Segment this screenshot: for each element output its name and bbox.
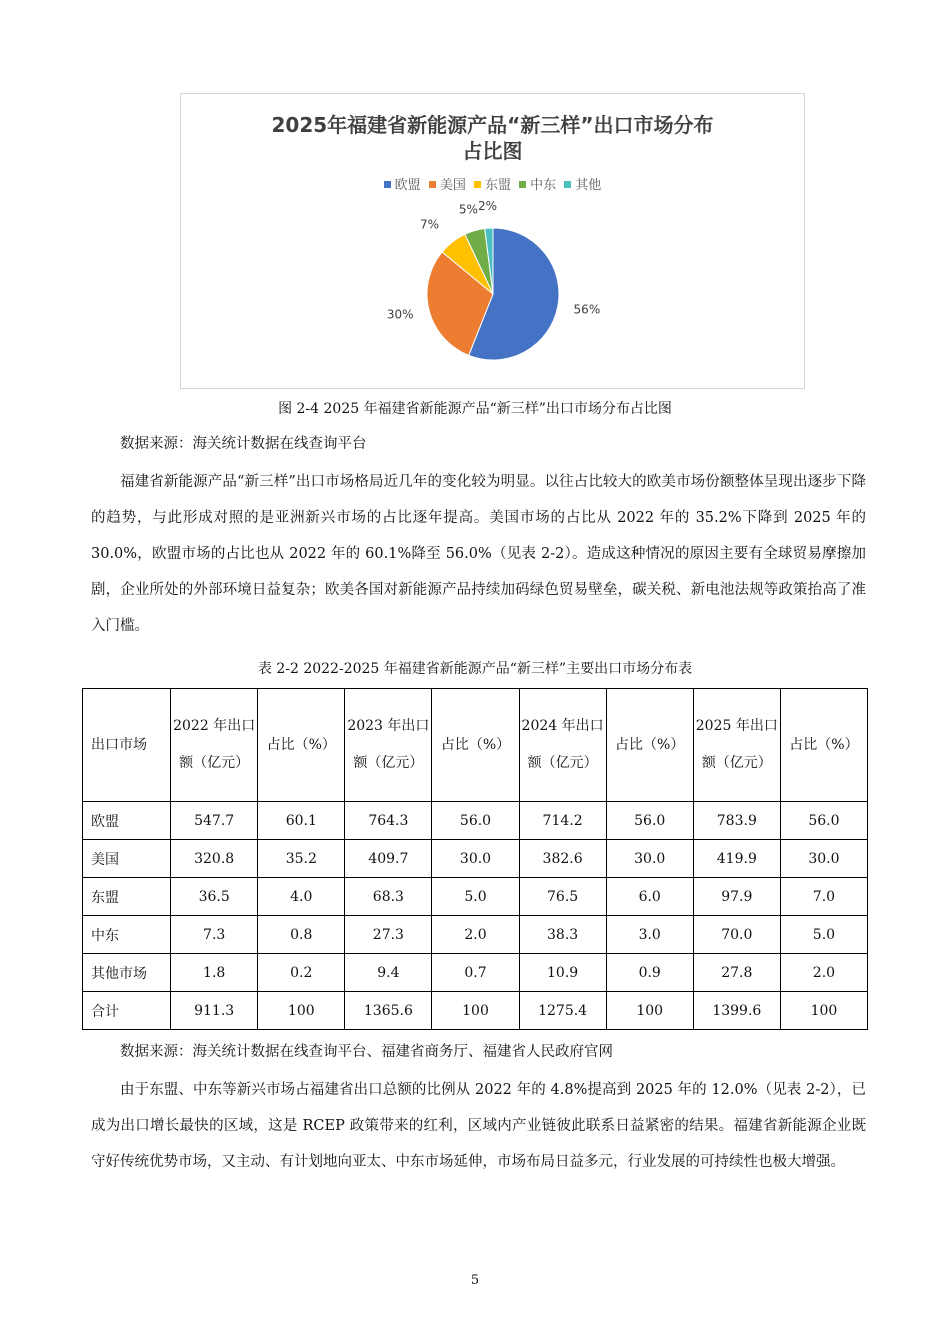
header-cell: 2025 年出口额（亿元） xyxy=(693,689,780,802)
value-cell: 7.3 xyxy=(171,916,258,954)
table-row xyxy=(83,992,868,1030)
page-number: 5 xyxy=(470,1273,480,1288)
value-cell: 36.5 xyxy=(171,878,258,916)
table-row xyxy=(83,878,868,916)
value-cell: 3.0 xyxy=(606,916,693,954)
value-cell: 30.0 xyxy=(780,840,867,878)
value-cell: 714.2 xyxy=(519,802,606,840)
market-name-cell: 合计 xyxy=(83,992,171,1030)
header-cell: 占比（%） xyxy=(606,689,693,802)
header-cell: 2024 年出口额（亿元） xyxy=(519,689,606,802)
body-paragraph-2: 由于东盟、中东等新兴市场占福建省出口总额的比例从 2022 年的 4.8%提高到 2025 年的 12.0%（见表 2-2），已成为出口增长最快的区域，这是 RCEP 政策带来的红利，区域内产业链彼此联系日益紧密的结果。福建省新能源企业既守好传统优势市场，又主动、有计划地向亚太、中东市场延伸，市场布局日益多元，行业发展的可持续性也极大增强。 xyxy=(91,1082,866,1170)
pie-svg xyxy=(181,94,804,388)
value-cell: 783.9 xyxy=(693,802,780,840)
value-cell: 547.7 xyxy=(171,802,258,840)
pie-chart xyxy=(180,93,805,389)
value-cell: 382.6 xyxy=(519,840,606,878)
market-name-cell: 中东 xyxy=(83,916,171,954)
table-row xyxy=(83,916,868,954)
value-cell: 320.8 xyxy=(171,840,258,878)
header-cell: 占比（%） xyxy=(258,689,345,802)
value-cell: 97.9 xyxy=(693,878,780,916)
legend-label: 中东 xyxy=(530,178,557,193)
export-market-table xyxy=(82,688,868,1030)
table-row xyxy=(83,802,868,840)
value-cell: 0.8 xyxy=(258,916,345,954)
value-cell: 419.9 xyxy=(693,840,780,878)
header-cell: 占比（%） xyxy=(432,689,519,802)
value-cell: 100 xyxy=(432,992,519,1030)
value-cell: 76.5 xyxy=(519,878,606,916)
header-cell: 占比（%） xyxy=(780,689,867,802)
chart-title-line-1: 2025年福建省新能源产品“新三样”出口市场分布 xyxy=(271,113,714,137)
header-cell: 2022 年出口额（亿元） xyxy=(171,689,258,802)
legend-label: 东盟 xyxy=(484,178,511,193)
value-cell: 409.7 xyxy=(345,840,432,878)
value-cell: 70.0 xyxy=(693,916,780,954)
value-cell: 56.0 xyxy=(432,802,519,840)
value-cell: 1399.6 xyxy=(693,992,780,1030)
market-name-cell: 美国 xyxy=(83,840,171,878)
value-cell: 2.0 xyxy=(780,954,867,992)
value-cell: 1365.6 xyxy=(345,992,432,1030)
value-cell: 0.7 xyxy=(432,954,519,992)
value-cell: 30.0 xyxy=(432,840,519,878)
pie-data-label-4: 2% xyxy=(477,199,497,214)
header-cell: 2023 年出口额（亿元） xyxy=(345,689,432,802)
value-cell: 764.3 xyxy=(345,802,432,840)
legend-label: 美国 xyxy=(439,178,466,193)
table-header-row xyxy=(83,689,868,802)
market-name-cell: 其他市场 xyxy=(83,954,171,992)
table-title: 表 2-2 2022-2025 年福建省新能源产品“新三样”主要出口市场分布表 xyxy=(257,661,693,677)
value-cell: 9.4 xyxy=(345,954,432,992)
market-name-cell: 东盟 xyxy=(83,878,171,916)
value-cell: 27.8 xyxy=(693,954,780,992)
chart-title-line-2: 占比图 xyxy=(462,139,523,163)
value-cell: 30.0 xyxy=(606,840,693,878)
data-source-1: 数据来源：海关统计数据在线查询平台 xyxy=(120,436,367,452)
body-paragraph-1: 福建省新能源产品“新三样”出口市场格局近几年的变化较为明显。以往占比较大的欧美市场份额整体呈现出逐步下降的趋势，与此形成对照的是亚洲新兴市场的占比逐年提高。美国市场的占比从 2022 年的 35.2%下降到 2025 年的 30.0%，欧盟市场的占比也从 2022 年的 60.1%降至 56.0%（见表 2-2）。造成这种情况的原因主要有全球贸易摩擦加剧，企业所处的外部环境日益复杂；欧美各国对新能源产品持续加码绿色贸易壁垒，碳关税、新电池法规等政策抬高了准入门槛。 xyxy=(91,474,866,634)
table-row xyxy=(83,840,868,878)
header-cell: 出口市场 xyxy=(83,689,171,802)
market-name-cell: 欧盟 xyxy=(83,802,171,840)
table-row xyxy=(83,954,868,992)
value-cell: 6.0 xyxy=(606,878,693,916)
value-cell: 0.2 xyxy=(258,954,345,992)
value-cell: 100 xyxy=(780,992,867,1030)
value-cell: 27.3 xyxy=(345,916,432,954)
pie-data-label-3: 5% xyxy=(458,202,478,217)
value-cell: 911.3 xyxy=(171,992,258,1030)
value-cell: 56.0 xyxy=(606,802,693,840)
value-cell: 7.0 xyxy=(780,878,867,916)
value-cell: 1275.4 xyxy=(519,992,606,1030)
value-cell: 0.9 xyxy=(606,954,693,992)
value-cell: 35.2 xyxy=(258,840,345,878)
value-cell: 38.3 xyxy=(519,916,606,954)
value-cell: 4.0 xyxy=(258,878,345,916)
value-cell: 100 xyxy=(606,992,693,1030)
value-cell: 60.1 xyxy=(258,802,345,840)
legend-label: 欧盟 xyxy=(394,178,421,193)
pie-data-label-0: 56% xyxy=(573,302,601,317)
data-source-2: 数据来源：海关统计数据在线查询平台、福建省商务厅、福建省人民政府官网 xyxy=(120,1044,613,1060)
value-cell: 56.0 xyxy=(780,802,867,840)
pie-data-label-2: 7% xyxy=(420,217,440,232)
value-cell: 10.9 xyxy=(519,954,606,992)
value-cell: 68.3 xyxy=(345,878,432,916)
value-cell: 1.8 xyxy=(171,954,258,992)
value-cell: 2.0 xyxy=(432,916,519,954)
legend-label: 其他 xyxy=(575,178,602,193)
value-cell: 100 xyxy=(258,992,345,1030)
value-cell: 5.0 xyxy=(432,878,519,916)
value-cell: 5.0 xyxy=(780,916,867,954)
pie-data-label-1: 30% xyxy=(386,307,414,322)
figure-caption: 图 2-4 2025 年福建省新能源产品“新三样”出口市场分布占比图 xyxy=(278,401,672,417)
